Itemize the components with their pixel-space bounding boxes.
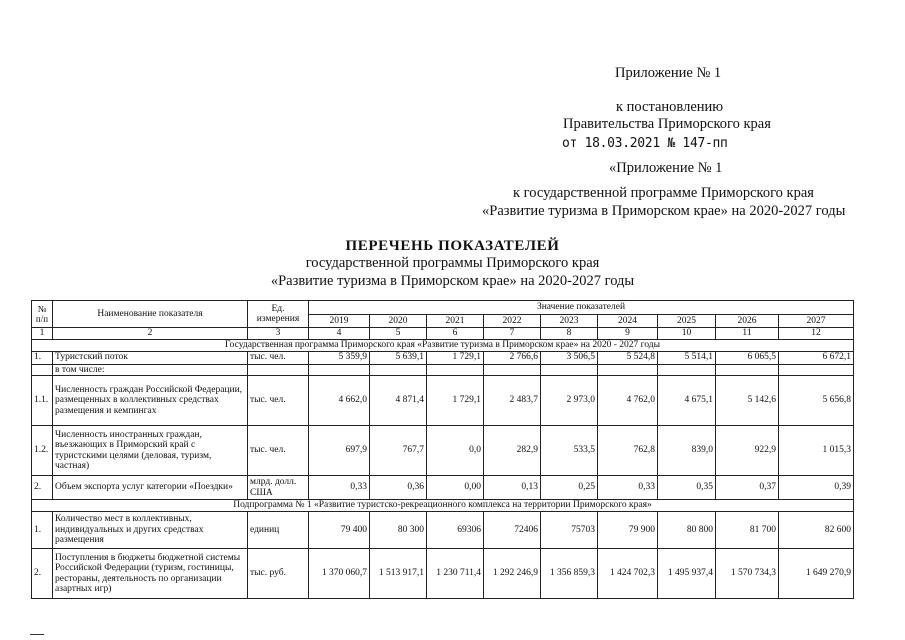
indicator-name: Объем экспорта услуг категории «Поездки» — [53, 476, 248, 500]
value-cell: 1 570 734,3 — [716, 549, 779, 599]
row-number: 1.2. — [32, 426, 53, 476]
value-cell: 1 649 270,9 — [779, 549, 854, 599]
value-cell: 72406 — [484, 512, 541, 549]
value-cell: 5 359,9 — [309, 351, 370, 364]
value-cell — [427, 364, 484, 376]
value-cell: 1 513 917,1 — [370, 549, 427, 599]
row-number: 1. — [32, 512, 53, 549]
value-cell: 79 400 — [309, 512, 370, 549]
value-cell — [598, 364, 658, 376]
year-header: 2026 — [716, 315, 779, 328]
value-cell: 6 065,5 — [716, 351, 779, 364]
value-cell: 82 600 — [779, 512, 854, 549]
program-name-label: «Развитие туризма в Приморском крае» на 2020-2027 годы — [482, 203, 846, 219]
value-cell — [541, 364, 598, 376]
value-cell: 697,9 — [309, 426, 370, 476]
year-header: 2023 — [541, 315, 598, 328]
value-cell: 4 662,0 — [309, 376, 370, 426]
value-cell: 5 524,8 — [598, 351, 658, 364]
value-cell — [309, 364, 370, 376]
value-cell: 5 656,8 — [779, 376, 854, 426]
value-cell: 1 424 702,3 — [598, 549, 658, 599]
indicator-name: Поступления в бюджеты бюджетной системы Российской Федерации (туризм, гостиницы, рестораны, деятельность по организации азартных игр) — [53, 549, 248, 599]
row-number: 1. — [32, 351, 53, 364]
value-cell: 2 483,7 — [484, 376, 541, 426]
index-cell: 11 — [716, 328, 779, 340]
value-cell — [658, 364, 716, 376]
value-cell — [484, 364, 541, 376]
table-row — [32, 512, 854, 549]
value-cell: 282,9 — [484, 426, 541, 476]
year-header: 2025 — [658, 315, 716, 328]
value-cell: 80 800 — [658, 512, 716, 549]
value-cell: 6 672,1 — [779, 351, 854, 364]
indicator-name: Туристский поток — [53, 351, 248, 364]
year-header: 2019 — [309, 315, 370, 328]
row-number: 1.1. — [32, 376, 53, 426]
value-cell: 767,7 — [370, 426, 427, 476]
index-cell: 12 — [779, 328, 854, 340]
value-cell: 2 766,6 — [484, 351, 541, 364]
index-cell: 5 — [370, 328, 427, 340]
unit-cell: единиц — [248, 512, 309, 549]
document-subtitle-1: государственной программы Приморского края — [305, 255, 600, 271]
index-cell: 3 — [248, 328, 309, 340]
table-row — [32, 351, 854, 364]
indicator-name: в том числе: — [53, 364, 248, 376]
value-cell: 0,37 — [716, 476, 779, 500]
row-number: 2. — [32, 476, 53, 500]
value-cell: 5 142,6 — [716, 376, 779, 426]
to-resolution-label: к постановлению — [616, 99, 724, 115]
value-cell: 0,33 — [598, 476, 658, 500]
value-cell: 0,13 — [484, 476, 541, 500]
value-cell: 5 639,1 — [370, 351, 427, 364]
table-row — [32, 364, 854, 376]
value-cell — [370, 364, 427, 376]
value-cell: 79 900 — [598, 512, 658, 549]
indicators-table — [31, 300, 854, 599]
indicator-name: Количество мест в коллективных, индивидуальных и других средствах размещения — [53, 512, 248, 549]
date-stamp: от 18.03.2021 № 147-пп — [562, 136, 728, 151]
value-cell: 1 729,1 — [427, 376, 484, 426]
appendix-quoted-label: «Приложение № 1 — [609, 160, 723, 176]
value-cell: 1 356 859,3 — [541, 549, 598, 599]
value-cell: 81 700 — [716, 512, 779, 549]
page-edge-mark — [30, 634, 44, 635]
value-cell: 80 300 — [370, 512, 427, 549]
row-number: 2. — [32, 549, 53, 599]
value-cell: 922,9 — [716, 426, 779, 476]
index-cell: 9 — [598, 328, 658, 340]
value-cell — [779, 364, 854, 376]
index-cell: 2 — [53, 328, 248, 340]
value-cell: 4 675,1 — [658, 376, 716, 426]
unit-cell: тыс. чел. — [248, 426, 309, 476]
unit-cell — [248, 364, 309, 376]
value-cell: 1 729,1 — [427, 351, 484, 364]
table-row — [32, 426, 854, 476]
unit-cell: тыс. руб. — [248, 549, 309, 599]
value-cell: 75703 — [541, 512, 598, 549]
index-cell: 6 — [427, 328, 484, 340]
value-cell: 1 370 060,7 — [309, 549, 370, 599]
unit-cell: тыс. чел. — [248, 376, 309, 426]
index-cell: 1 — [32, 328, 53, 340]
value-cell: 69306 — [427, 512, 484, 549]
index-cell: 4 — [309, 328, 370, 340]
value-cell: 0,33 — [309, 476, 370, 500]
section-row — [32, 339, 854, 351]
value-cell: 1 230 711,4 — [427, 549, 484, 599]
index-cell: 8 — [541, 328, 598, 340]
value-cell: 1 495 937,4 — [658, 549, 716, 599]
year-header: 2024 — [598, 315, 658, 328]
value-cell: 533,5 — [541, 426, 598, 476]
index-row — [32, 328, 854, 340]
value-cell: 0,0 — [427, 426, 484, 476]
value-cell: 0,36 — [370, 476, 427, 500]
value-cell: 839,0 — [658, 426, 716, 476]
year-header: 2021 — [427, 315, 484, 328]
document-subtitle-2: «Развитие туризма в Приморском крае» на 2020-2027 годы — [270, 273, 635, 289]
unit-cell: млрд. долл. США — [248, 476, 309, 500]
unit-cell: тыс. чел. — [248, 351, 309, 364]
year-header: 2020 — [370, 315, 427, 328]
col-name-header: Наименование показателя — [53, 301, 248, 328]
col-num-header: № п/п — [32, 301, 53, 328]
value-cell: 1 292 246,9 — [484, 549, 541, 599]
section-subprogram-title: Подпрограмма № 1 «Развитие туристско-рекреационного комплекса на территории Приморского края» — [32, 500, 854, 512]
col-unit-header: Ед. измерения — [248, 301, 309, 328]
value-cell: 762,8 — [598, 426, 658, 476]
to-program-label: к государственной программе Приморского края — [513, 185, 814, 201]
year-header: 2022 — [484, 315, 541, 328]
value-cell — [716, 364, 779, 376]
header-row — [32, 301, 854, 315]
value-cell: 0,35 — [658, 476, 716, 500]
col-values-header: Значение показателей — [309, 301, 854, 315]
index-cell: 10 — [658, 328, 716, 340]
indicator-name: Численность иностранных граждан, въезжающих в Приморский край с туристскими целями (деловая, туризм, частная) — [53, 426, 248, 476]
appendix-label: Приложение № 1 — [615, 65, 722, 81]
value-cell: 0,00 — [427, 476, 484, 500]
table-row — [32, 376, 854, 426]
value-cell: 4 871,4 — [370, 376, 427, 426]
indicator-name: Численность граждан Российской Федерации, размещенных в коллективных средствах размещения и кемпингах — [53, 376, 248, 426]
table-row — [32, 549, 854, 599]
value-cell: 0,25 — [541, 476, 598, 500]
section-row — [32, 500, 854, 512]
value-cell: 0,39 — [779, 476, 854, 500]
document-title: ПЕРЕЧЕНЬ ПОКАЗАТЕЛЕЙ — [345, 238, 560, 254]
index-cell: 7 — [484, 328, 541, 340]
value-cell: 2 973,0 — [541, 376, 598, 426]
value-cell: 5 514,1 — [658, 351, 716, 364]
government-label: Правительства Приморского края — [563, 116, 771, 132]
section-program-title: Государственная программа Приморского края «Развитие туризма в Приморском крае» на 2020 - 2027 годы — [32, 339, 854, 351]
year-header: 2027 — [779, 315, 854, 328]
value-cell: 1 015,3 — [779, 426, 854, 476]
value-cell: 4 762,0 — [598, 376, 658, 426]
table-row — [32, 476, 854, 500]
value-cell: 3 506,5 — [541, 351, 598, 364]
row-number — [32, 364, 53, 376]
